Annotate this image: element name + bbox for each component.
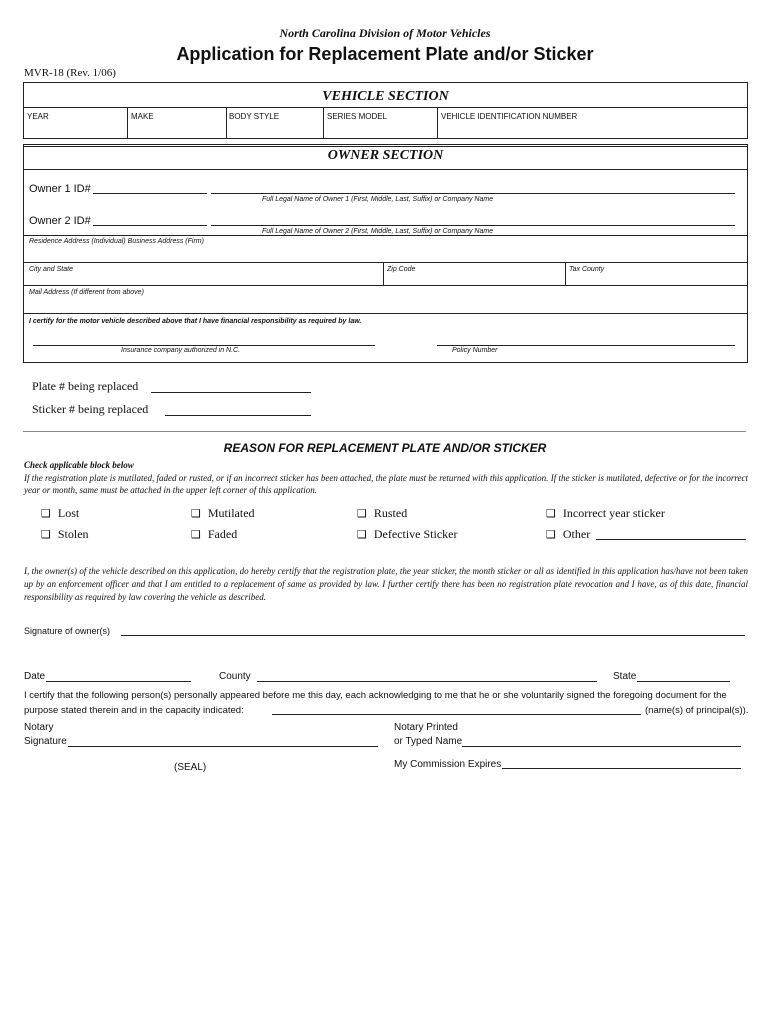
owner-section (23, 144, 748, 363)
form-id: MVR-18 (Rev. 1/06) (24, 67, 116, 79)
reason-heading: REASON FOR REPLACEMENT PLATE AND/OR STICKER (223, 441, 547, 455)
divider (23, 146, 748, 147)
notary-signature-input[interactable] (68, 746, 378, 747)
county-label: County (219, 671, 251, 682)
divider (226, 107, 227, 139)
county-input[interactable] (257, 681, 597, 682)
checkbox-icon: ❑ (357, 528, 367, 541)
insurance-certification: I certify for the motor vehicle described above that I have financial responsibility as required by law. (29, 318, 362, 325)
vehicle-section-heading: VEHICLE SECTION (322, 89, 449, 104)
checkbox-incorrect-year[interactable] (546, 506, 665, 521)
commission-expires-input[interactable] (502, 768, 741, 769)
checkbox-rusted[interactable] (357, 506, 407, 521)
checkbox-icon: ❑ (357, 507, 367, 520)
checkbox-label: Faded (207, 527, 238, 541)
owner2-id-label: Owner 2 ID# (29, 215, 91, 227)
owner-section-heading: OWNER SECTION (327, 148, 444, 163)
divider (323, 107, 324, 139)
policy-number-input[interactable] (437, 345, 735, 346)
notary-certify-line2: purpose stated therein and in the capacity indicated: (24, 705, 244, 716)
insurance-company-input[interactable] (33, 345, 375, 346)
notary-certify-line1: I certify that the following person(s) personally appeared before me this day, each acknowledging to me that he or she voluntarily signed the foregoing document for the (24, 690, 727, 701)
divider (23, 313, 748, 314)
checkbox-faded[interactable] (191, 527, 237, 542)
notary-printed-label-2: or Typed Name (394, 736, 463, 747)
notary-printed-name-input[interactable] (462, 746, 741, 747)
owner2-name-input[interactable] (211, 225, 735, 226)
plate-replaced-label: Plate # being replaced (32, 379, 139, 393)
plate-number-input[interactable] (151, 392, 311, 393)
checkbox-mutilated[interactable] (191, 506, 255, 521)
state-label: State (613, 671, 637, 682)
owner-certification-text: I, the owner(s) of the vehicle described on this application, do hereby certify that the registration plate, the year sticker, the month sticker or all as identified in this application has/have not been taken up by an enforcement officer and that I am entitled to a replacement of same as provided by law. I further certify there has been no registration plate revocation and I have, as of this date, financial responsibility as required by law covering the vehicle as described. (24, 566, 748, 602)
date-label: Date (24, 671, 46, 682)
signature-label: Signature of owner(s) (24, 626, 111, 636)
owner1-id-label: Owner 1 ID# (29, 183, 91, 195)
checkbox-defective[interactable] (357, 527, 458, 542)
sticker-number-input[interactable] (165, 415, 311, 416)
reason-instructions: If the registration plate is mutilated, faded or rusted, or if an incorrect sticker has been attached, the plate must be returned with this application. If the sticker is mutilated, defective or for the incorrect year or month, same must be attached in the upper left corner of this application. (24, 473, 748, 495)
checkbox-label: Mutilated (207, 506, 255, 520)
series-model-field[interactable]: SERIES MODEL (327, 112, 388, 121)
sticker-replaced-label: Sticker # being replaced (32, 402, 149, 416)
divider (23, 107, 748, 108)
owner2-name-caption: Full Legal Name of Owner 2 (First, Middle, Last, Suffix) or Company Name (262, 228, 494, 235)
divider (23, 169, 748, 170)
divider (23, 235, 748, 236)
zip-code-field[interactable]: Zip Code (387, 266, 416, 273)
checkbox-icon: ❑ (41, 528, 51, 541)
insurance-company-caption: Insurance company authorized in N.C. (121, 347, 241, 354)
checkbox-icon: ❑ (191, 528, 201, 541)
owner2-id-input[interactable] (93, 225, 207, 226)
divider (437, 107, 438, 139)
residence-address-field[interactable]: Residence Address (Individual) Business Address (Firm) (29, 238, 204, 245)
checkbox-label: Defective Sticker (373, 527, 458, 541)
notary-signature-label-1: Notary (24, 722, 54, 733)
commission-expires-label: My Commission Expires (394, 759, 502, 770)
agency-name: North Carolina Division of Motor Vehicles (279, 26, 491, 40)
checkbox-label: Incorrect year sticker (562, 506, 665, 520)
vin-field[interactable]: VEHICLE IDENTIFICATION NUMBER (441, 112, 578, 121)
principals-label: (name(s) of principal(s)). (645, 705, 749, 716)
checkbox-lost[interactable] (41, 506, 79, 521)
year-field[interactable]: YEAR (27, 112, 49, 121)
check-applicable-label: Check applicable block below (24, 460, 134, 470)
make-field[interactable]: MAKE (131, 112, 154, 121)
principals-input[interactable] (272, 714, 641, 715)
checkbox-icon: ❑ (546, 507, 556, 520)
owner1-name-input[interactable] (211, 193, 735, 194)
checkbox-other[interactable] (546, 527, 590, 542)
section-rule (23, 431, 746, 432)
divider (565, 262, 566, 285)
state-input[interactable] (637, 681, 730, 682)
checkbox-stolen[interactable] (41, 527, 89, 542)
checkbox-icon: ❑ (191, 507, 201, 520)
page-title: Application for Replacement Plate and/or Sticker (176, 44, 594, 64)
seal-label: (SEAL) (174, 762, 207, 773)
tax-county-field[interactable]: Tax County (569, 266, 605, 273)
other-reason-input[interactable] (596, 539, 746, 540)
checkbox-icon: ❑ (546, 528, 556, 541)
owner1-id-input[interactable] (93, 193, 207, 194)
owner1-name-caption: Full Legal Name of Owner 1 (First, Middle, Last, Suffix) or Company Name (262, 196, 494, 203)
owner-signature-input[interactable] (121, 635, 745, 636)
divider (383, 262, 384, 285)
mail-address-field[interactable]: Mail Address (If different from above) (29, 289, 144, 296)
checkbox-label: Other (562, 527, 591, 541)
notary-signature-label-2: Signature (24, 736, 67, 747)
divider (23, 285, 748, 286)
checkbox-label: Lost (57, 506, 80, 520)
checkbox-icon: ❑ (41, 507, 51, 520)
body-style-field[interactable]: BODY STYLE (229, 112, 280, 121)
checkbox-label: Rusted (373, 506, 408, 520)
checkbox-label: Stolen (57, 527, 89, 541)
divider (23, 262, 748, 263)
date-input[interactable] (46, 681, 191, 682)
divider (127, 107, 128, 139)
notary-printed-label-1: Notary Printed (394, 722, 458, 733)
city-state-field[interactable]: City and State (29, 266, 73, 273)
policy-number-caption: Policy Number (452, 347, 498, 354)
